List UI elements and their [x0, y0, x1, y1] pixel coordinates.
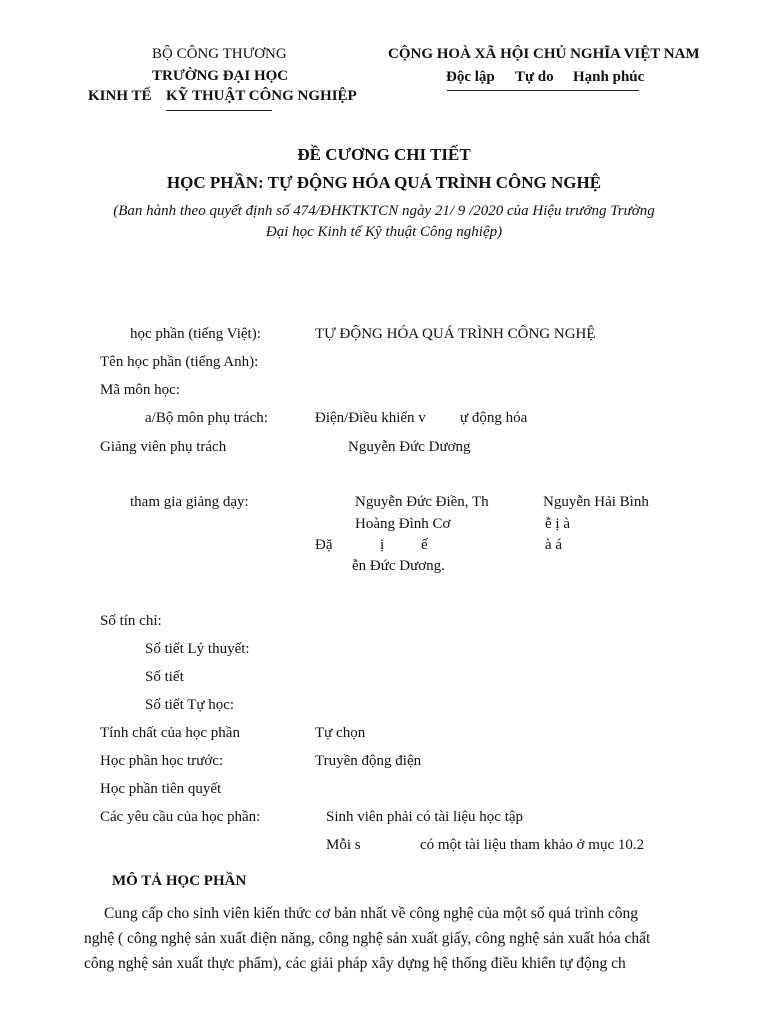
- lecturer-label: Giảng viên phụ trách: [100, 439, 227, 455]
- credits-label: Số tín chỉ:: [100, 613, 162, 629]
- header-right-underline: [447, 90, 639, 91]
- ministry-name: BỘ CÔNG THƯƠNG: [152, 46, 287, 62]
- course-code-label: Mã môn học:: [100, 382, 180, 398]
- description-heading: MÔ TẢ HỌC PHẦN: [112, 873, 247, 889]
- team-line3-b: ị: [380, 537, 385, 553]
- team-line2-a: Hoàng Đình Cơ: [355, 516, 451, 532]
- decree-line1: (Ban hành theo quyết định số 474/ĐHKTKTCN ngày 21/ 9 /2020 của Hiệu trưởng Trường: [113, 203, 655, 219]
- course-nature-value: Tự chọn: [315, 725, 366, 741]
- requirements-value-2b: có một tài liệu tham khảo ở mục 10.2: [420, 837, 645, 853]
- team-line1-a: Nguyễn Đức Điền, Th: [355, 494, 489, 510]
- self-study-hours-label: Số tiết Tự học:: [145, 697, 235, 713]
- team-line4: ễn Đức Dương.: [352, 558, 445, 574]
- header-left-underline: [166, 110, 272, 111]
- team-line1-b: Nguyễn Hải Bình: [543, 494, 649, 510]
- document-title: ĐỀ CƯƠNG CHI TIẾT: [297, 145, 471, 164]
- department-value-b: ự động hóa: [460, 410, 528, 426]
- team-line3-c: ế: [421, 537, 428, 553]
- name-vi-value: TỰ ĐỘNG HÓA QUÁ TRÌNH CÔNG NGHỆ: [315, 326, 596, 342]
- country-name: CỘNG HOÀ XÃ HỘI CHỦ NGHĨA VIỆT NAM: [388, 46, 700, 62]
- requirements-label: Các yêu cầu của học phần:: [100, 809, 261, 825]
- lecturer-value: Nguyễn Đức Dương: [348, 439, 471, 455]
- description-line2: nghệ ( công nghệ sản xuất điện năng, công nghệ sản xuất giấy, công nghệ sản xuất hóa chất: [84, 930, 651, 947]
- name-en-label: Tên học phần (tiếng Anh):: [100, 354, 259, 370]
- requirements-value-2a: Mỗi s: [326, 837, 361, 853]
- motto-part2: Tự do: [515, 69, 554, 85]
- practice-hours-label: Số tiết: [145, 669, 184, 685]
- required-course-label: Học phần tiên quyết: [100, 781, 222, 797]
- prerequisite-label: Học phần học trước:: [100, 753, 224, 769]
- name-vi-label: học phần (tiếng Việt):: [130, 326, 261, 342]
- university-name-line1: TRƯỜNG ĐẠI HỌC: [152, 68, 289, 84]
- requirements-value-1: Sinh viên phải có tài liệu học tập: [326, 809, 524, 825]
- description-line3: công nghệ sản xuất thực phẩm), các giải pháp xây dựng hệ thống điều khiển tự động ch: [84, 955, 626, 972]
- prerequisite-value: Truyền động điện: [315, 753, 422, 769]
- motto-part1: Độc lập: [446, 69, 495, 85]
- course-title: HỌC PHẦN: TỰ ĐỘNG HÓA QUÁ TRÌNH CÔNG NGHỆ: [166, 173, 602, 192]
- university-name-line2b: KỸ THUẬT CÔNG NGHIỆP: [166, 88, 357, 104]
- decree-line2: Đại học Kinh tế Kỹ thuật Công nghiệp): [265, 224, 503, 240]
- department-label: a/Bộ môn phụ trách:: [145, 410, 268, 426]
- course-nature-label: Tính chất của học phần: [100, 725, 240, 741]
- department-value-a: Điện/Điều khiển v: [315, 410, 426, 426]
- theory-hours-label: Số tiết Lý thuyết:: [145, 641, 250, 657]
- university-name-line2a: KINH TẾ: [88, 88, 152, 104]
- description-line1: Cung cấp cho sinh viên kiến thức cơ bản nhất về công nghệ của một số quá trình công: [104, 905, 638, 922]
- team-label: tham gia giảng dạy:: [130, 494, 249, 510]
- motto-part3: Hạnh phúc: [573, 69, 645, 85]
- team-line3-d: à á: [545, 537, 563, 553]
- team-line2-b: ễ ị à: [545, 516, 570, 532]
- team-line3-a: Đặ: [315, 537, 333, 553]
